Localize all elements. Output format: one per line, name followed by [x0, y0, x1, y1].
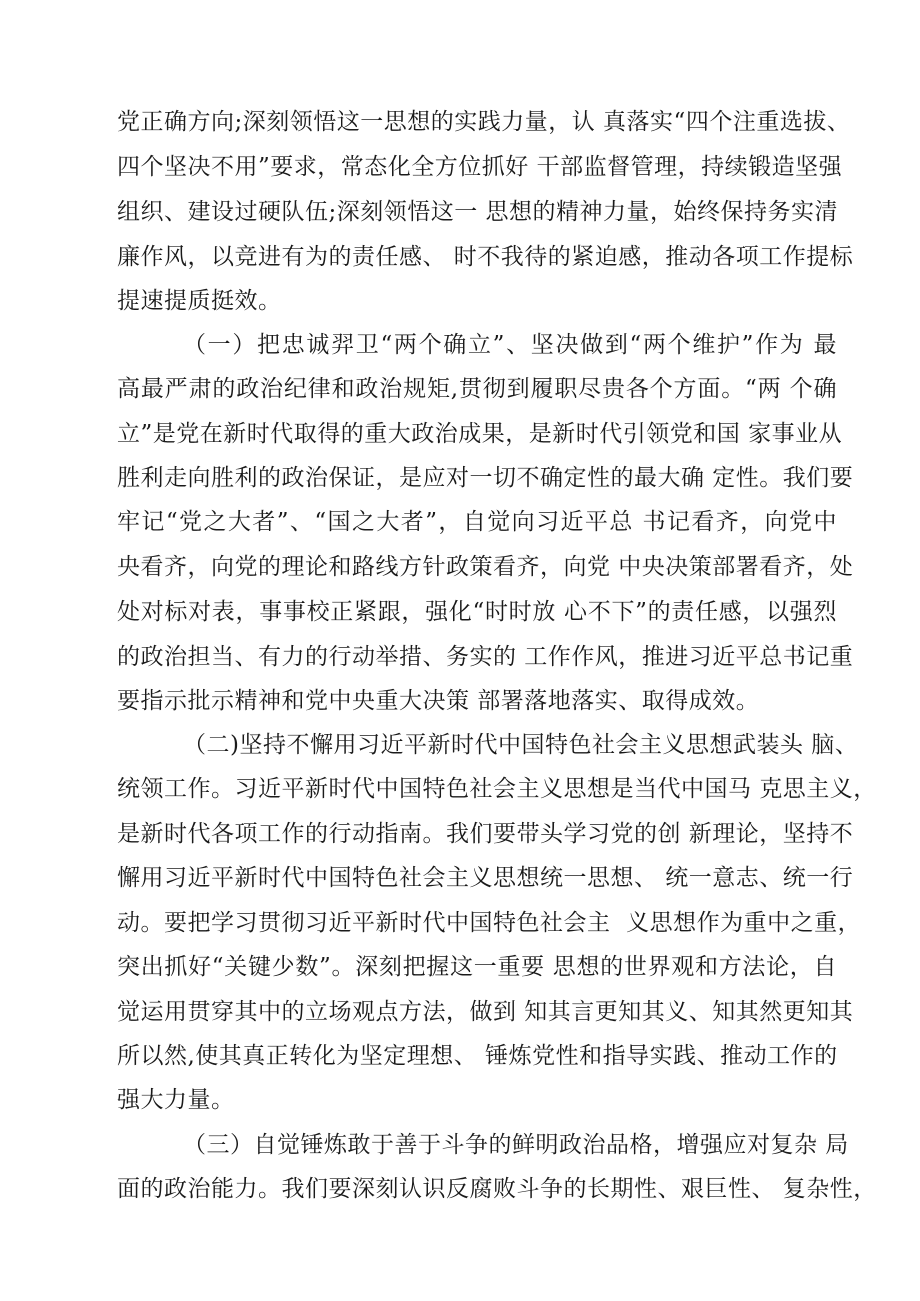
section-heading-1: （一）把忠诚羿卫“两个确立”、坚决做到“两个维护”作为 最 — [183, 332, 837, 358]
text-line: 组织、建设过硬队伍;深刻领悟这一 思想的精神力量，始终保持务实清 — [117, 199, 839, 225]
text-line: 廉作风，以竞进有为的责任感、 时不我待的紧迫感，推动各项工作提标 — [117, 244, 854, 270]
section-heading-2: （二)坚持不懈用习近平新时代中国特色社会主义思想武装头 脑、 — [183, 732, 859, 758]
text-line: 强大力量。 — [117, 1087, 235, 1113]
text-line: 胜利走向胜利的政治保证，是应对一切不确定性的最大确 定性。我们要 — [117, 465, 854, 491]
text-line: 四个坚决不用”要求，常态化全方位抓好 干部监督管理，持续锻造坚强 — [117, 154, 843, 180]
text-line: 所以然,使其真正转化为坚定理想、 锤炼党性和指导实践、推动工作的 — [117, 1043, 838, 1069]
text-line: 要指示批示精神和党中央重大决策 部署落地落实、取得成效。 — [117, 688, 760, 714]
text-line: 提速提质挺效。 — [117, 288, 282, 314]
text-line: 的政治担当、有力的行动举措、务实的 工作作风，推进习近平总书记重 — [117, 644, 854, 670]
text-line: 统领工作。习近平新时代中国特色社会主义思想是当代中国马 克思主义， — [117, 776, 877, 802]
text-line: 央看齐，向党的理论和路线方针政策看齐，向党 中央决策部署看齐，处 — [117, 554, 854, 580]
text-line: 牢记“党之大者”、“国之大者”，自觉向习近平总 书记看齐，向党中 — [117, 509, 837, 535]
text-line: 动。要把学习贯彻习近平新时代中国特色社会主 义思想作为重中之重， — [117, 910, 862, 936]
text-line: 突出抓好“关键少数”。深刻把握这一重要 思想的世界观和方法论，自 — [117, 954, 837, 980]
text-line: 面的政治能力。我们要深刻认识反腐败斗争的长期性、艰巨性、 复杂性， — [117, 1176, 877, 1202]
text-line: 高最严肃的政治纪律和政治规矩,贯彻到履职尽贵各个方面。“两 个确 — [117, 376, 837, 402]
text-line: 立”是党在新时代取得的重大政治成果，是新时代引领党和国 家事业从 — [117, 421, 843, 447]
text-line: 党正确方向;深刻领悟这一思想的实践力量，认 真落实“四个注重选拔、 — [117, 109, 851, 135]
text-line: 懈用习近平新时代中国特色社会主义思想统一思想、 统一意志、统一行 — [117, 865, 854, 891]
text-line: 是新时代各项工作的行动指南。我们要带头学习党的创 新理论，坚持不 — [117, 821, 854, 847]
text-line: 处对标对表，事事校正紧跟，强化“时时放 心不下”的责任感，以强烈 — [117, 599, 837, 625]
section-heading-3: （三）自觉锤炼敢于善于斗争的鲜明政治品格，增强应对复杂 局 — [183, 1132, 849, 1158]
text-line: 觉运用贯穿其中的立场观点方法，做到 知其言更知其义、知其然更知其 — [117, 999, 854, 1025]
